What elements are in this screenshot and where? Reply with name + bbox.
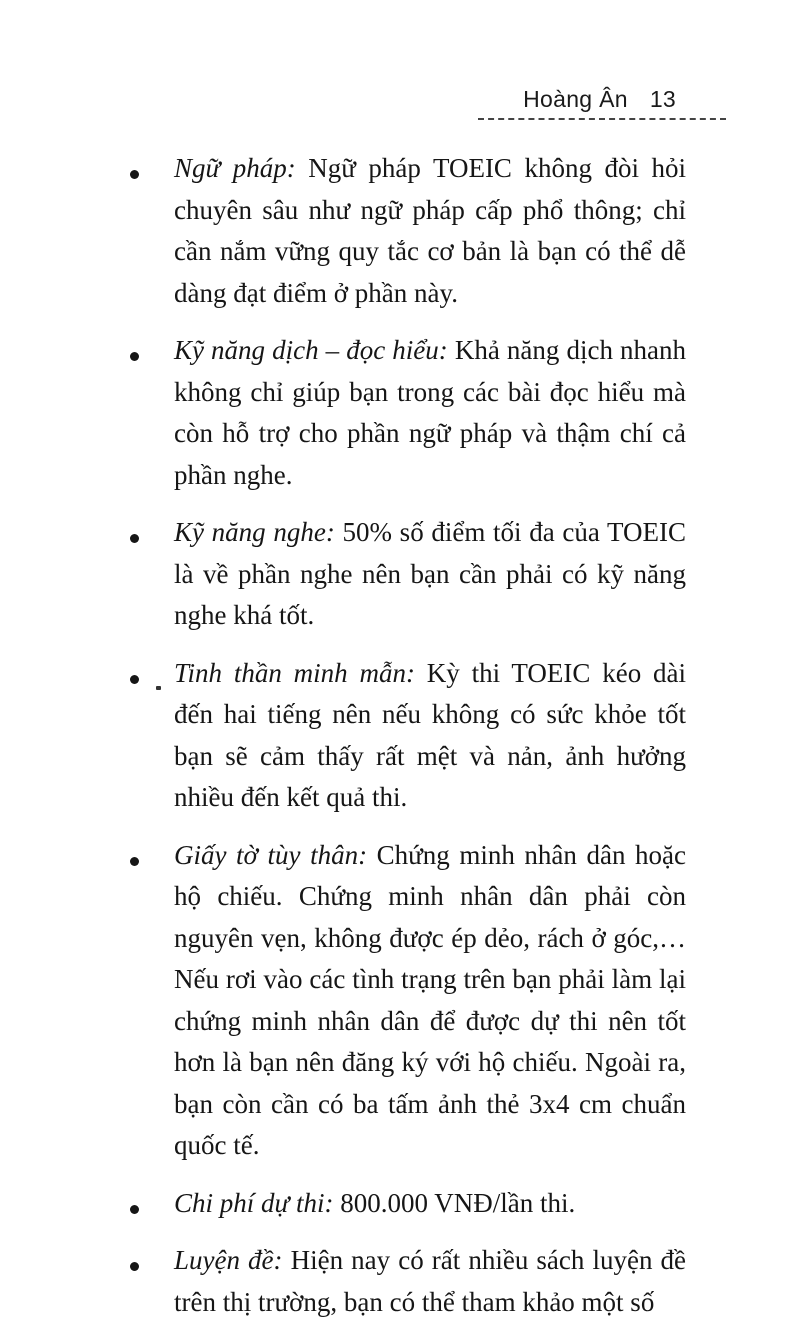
list-item-text <box>174 1183 686 1225</box>
list-item-text <box>174 835 686 1167</box>
list-item <box>126 512 686 637</box>
list-item-body: Kỳ thi TOEIC kéo dài đến hai tiếng nên nếu không có sức khỏe tốt bạn sẽ cảm thấy rất mệt và nản, ảnh hưởng nhiều đến kết quả thi. <box>174 657 686 812</box>
list-item-term: Giấy tờ tùy thân: <box>174 839 368 870</box>
list-item-body: Khả năng dịch nhanh không chỉ giúp bạn trong các bài đọc hiểu mà còn hỗ trợ cho phần ngữ pháp và thậm chí cả phần nghe. <box>174 335 686 490</box>
list-item-text <box>174 512 686 637</box>
list-item <box>126 1183 686 1225</box>
list-item-term: Tinh thần minh mẫn: <box>174 657 415 688</box>
list-item-body: 50% số điểm tối đa của TOEIC là về phần nghe nên bạn cần phải có kỹ năng nghe khá tốt. <box>174 517 687 630</box>
list-item-term: Chi phí dự thi: <box>174 1187 334 1218</box>
list-item-term: Luyện đề: <box>174 1245 283 1275</box>
list-item-text <box>174 653 686 819</box>
list-item-term: Kỹ năng dịch – đọc hiểu: <box>174 335 448 365</box>
list-item-term: Kỹ năng nghe: <box>174 517 335 547</box>
print-speck <box>156 686 161 690</box>
bullet-icon <box>130 1205 139 1214</box>
bullet-icon <box>130 170 139 179</box>
list-item-body: Chứng minh nhân dân hoặc hộ chiếu. Chứng minh nhân dân phải còn nguyên vẹn, không được ép dẻo, rách ở góc,… Nếu rơi vào các tình trạng trên bạn phải làm lại chứng minh nhân dân để được dự thi nên tốt hơn là bạn nên đăng ký với hộ chiếu. Ngoài ra, bạn còn cần có ba tấm ảnh thẻ 3x4 cm chuẩn quốc tế. <box>174 839 687 1160</box>
bullet-list <box>126 148 686 1339</box>
list-item-body: Ngữ pháp TOEIC không đòi hỏi chuyên sâu như ngữ pháp cấp phổ thông; chỉ cần nắm vững quy tắc cơ bản là bạn có thể dễ dàng đạt điểm ở phần này. <box>174 153 686 308</box>
bullet-icon <box>130 534 139 543</box>
list-item <box>126 330 686 496</box>
bullet-icon <box>130 857 139 866</box>
list-item-body: Hiện nay có rất nhiều sách luyện đề trên thị trường, bạn có thể tham khảo một số <box>174 1245 687 1317</box>
header-author: Hoàng Ân <box>523 86 628 112</box>
list-item-text <box>174 148 686 314</box>
bullet-icon <box>130 1262 139 1271</box>
bullet-icon <box>130 675 139 684</box>
list-item <box>126 1240 686 1323</box>
list-item-text <box>174 330 686 496</box>
page-number: 13 <box>649 86 676 112</box>
header-dashed-rule <box>478 118 726 120</box>
running-header <box>523 86 676 113</box>
list-item <box>126 148 686 314</box>
list-item <box>126 835 686 1167</box>
list-item <box>126 653 686 819</box>
bullet-icon <box>130 352 139 361</box>
list-item-text <box>174 1240 686 1323</box>
list-item-body: 800.000 VNĐ/lần thi. <box>340 1187 576 1218</box>
list-item-term: Ngữ pháp: <box>174 153 296 183</box>
